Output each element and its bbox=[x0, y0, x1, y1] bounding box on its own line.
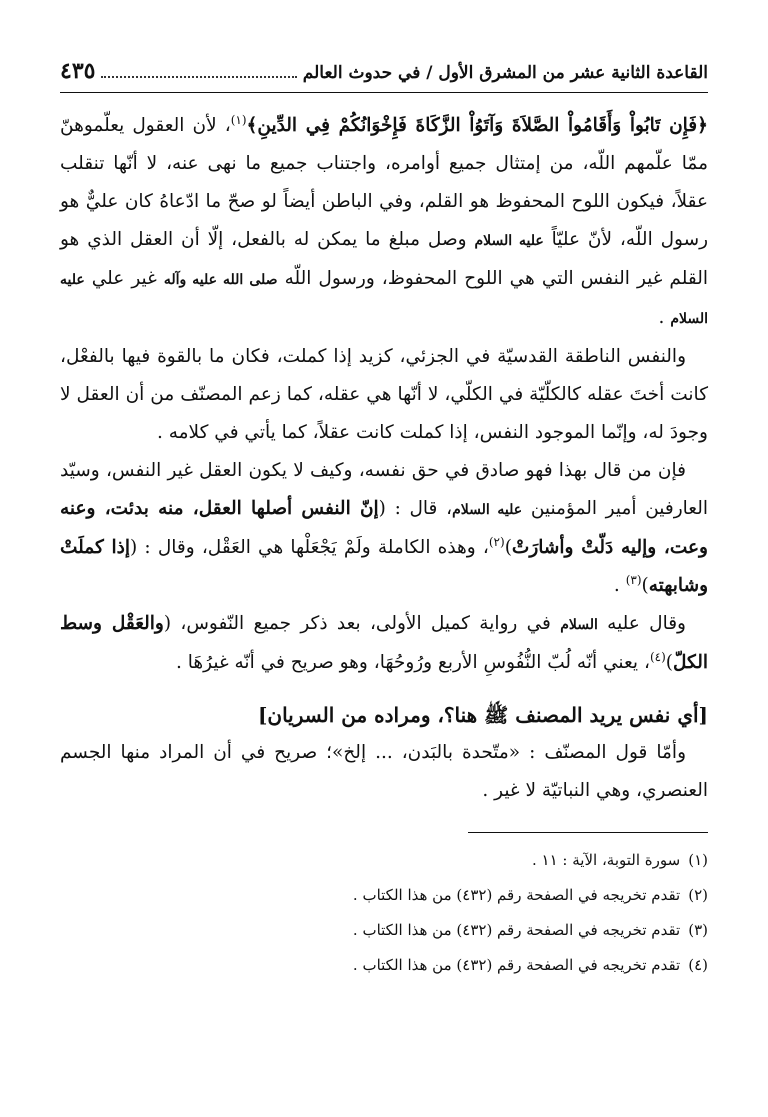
footnote-item bbox=[60, 878, 708, 913]
paragraph-3-text-4: . bbox=[613, 575, 620, 596]
section-heading: [أي نفس يريد المصنف ﷺ هنا؟، ومراده من السريان] bbox=[257, 703, 708, 727]
hadith-quote-3: والعَقْل وسط الكلّ bbox=[60, 613, 708, 673]
paragraph-2-text: والنفس الناطقة القدسيّة في الجزئي، كزيد إذا كملت، فكان ما بالقوة فيها بالفعْل، كانت أختَ عقله كالكلّيّة في الكلّي، لا أنّها هي عقله، كما زعم المصنّف من أن العقل لا وجودَ له، وإنّما الموجود النفس، إذا كملت كانت عقلاً، كما يأتي في كلامه . bbox=[60, 346, 708, 443]
page-number: ٤٣٥ bbox=[60, 58, 96, 84]
footnote-text: تقدم تخريجه في الصفحة رقم (٤٣٢) من هذا الكتاب . bbox=[352, 956, 681, 974]
footnotes bbox=[60, 843, 708, 983]
paragraph-3-text-3: ، وهذه الكاملة ولَمْ يَجْعَلْها هي العَقْل، وقال : ( bbox=[130, 537, 489, 558]
footnote-number: (٢) bbox=[688, 886, 708, 904]
paragraph-5 bbox=[60, 734, 708, 810]
paragraph-1-text-4: . bbox=[658, 307, 665, 328]
header-title: القاعدة الثانية عشر من المشرق الأول / في حدوث العالم bbox=[302, 63, 708, 83]
paragraph-4-text-3: ، يعني أنّه لُبّ النُّفُوسِ الأربع ورُوحُهَا، وهو صريح في أنّه غيرُهَا . bbox=[176, 652, 650, 673]
paragraph-1-text-3: غير علي bbox=[91, 268, 157, 289]
paragraph-3-text-2: ، قال : ( bbox=[378, 498, 453, 519]
footnote-number: (٤) bbox=[688, 956, 708, 974]
paragraph-1-text-2: وصل مبلغ ما يمكن له بالفعل، إلّا أن العقل الذي هو القلم غير النفس التي هي اللوح المحفوظ، ورسول اللّه bbox=[60, 229, 709, 289]
paragraph-1-text: ، لأن العقول يعلّموهنّ ممّا علّمهم اللّه، من إمتثال جميع أوامره، واجتناب جميع ما نهى عنه، لا أنّها تنقلب عقلاً، فيكون اللوح المحفوظ هو القلم، وفي الباطن أيضاً لو صحّ ما ادّعاهُ كان عليٌّ هو رسول اللّه، لأنّ عليّاً bbox=[60, 115, 709, 250]
paragraph-2 bbox=[60, 338, 708, 452]
footnote-text: سورة التوبة، الآية : ١١ . bbox=[531, 851, 681, 869]
header-dot-leader bbox=[101, 75, 296, 78]
salutation-mark: السلام bbox=[560, 617, 598, 633]
paragraph-4: وقال عليه السلام في رواية كميل الأولى، بعد ذكر جميع النّفوس، (والعَقْل وسط الكلّ)$^{(٤)}$، يعني أنّه لُبّ النُّفُوسِ الأربع ورُوحُهَا، وهو صريح في أنّه غيرُهَا . bbox=[60, 613, 708, 673]
salutation-mark: عليه السلام bbox=[452, 502, 523, 518]
salutation-mark: عليه السلام bbox=[60, 272, 708, 327]
hadith-quote-2: إذا كملَتْ وشابهته bbox=[60, 537, 708, 596]
footnote-item bbox=[60, 948, 708, 983]
hadith-quote-1: إنّ النفس أصلها العقل، منه بدئت، وعنه وعت، وإليه دَلّتْ وأشارَتْ bbox=[60, 498, 708, 558]
paragraph-5-text: وأمّا قول المصنّف : «متّحدة بالبَدن، ... إلخ»؛ صريح في أن المراد منها الجسم العنصري، وهي النباتيّة لا غير . bbox=[60, 742, 708, 801]
footnote-ref-3: (٣) bbox=[625, 572, 642, 587]
paragraph-3-text-1: فإن من قال بهذا فهو صادق في حق نفسه، وكيف لا يكون العقل غير النفس، وسيّد العارفين أمير المؤمنين bbox=[60, 460, 708, 519]
salutation-mark: عليه السلام bbox=[474, 233, 544, 249]
footnote-ref-2: (٢) bbox=[488, 534, 505, 549]
footnote-number: (١) bbox=[688, 851, 708, 869]
main-text bbox=[60, 107, 708, 810]
footnote-divider bbox=[468, 832, 708, 833]
footnote-text: تقدم تخريجه في الصفحة رقم (٤٣٢) من هذا الكتاب . bbox=[352, 886, 681, 904]
paragraph-4-text-2: في رواية كميل الأولى، بعد ذكر جميع النّفوس، ( bbox=[163, 613, 551, 634]
footnote-item bbox=[60, 913, 708, 948]
running-header bbox=[60, 58, 708, 93]
salutation-mark: صلى الله عليه وآله bbox=[163, 272, 278, 288]
paragraph-3: فإن من قال بهذا فهو صادق في حق نفسه، وكيف لا يكون العقل غير النفس، وسيّد العارفين أمير المؤمنين عليه السلام، قال : (إنّ النفس أصلها العقل، منه بدئت، وعنه وعت، وإليه دَلّتْ وأشارَتْ)$^{(٢)}$، وهذه الكاملة ولَمْ يَجْعَلْها هي العَقْل، وقال : (إذا كملَتْ وشابهته)$^{(٣)}$ . bbox=[60, 460, 708, 596]
paragraph-1 bbox=[60, 107, 708, 338]
footnote-item bbox=[60, 843, 708, 878]
footnote-ref-1: (١) bbox=[230, 112, 247, 127]
footnote-ref-4: (٤) bbox=[649, 649, 666, 664]
footnote-text: تقدم تخريجه في الصفحة رقم (٤٣٢) من هذا الكتاب . bbox=[352, 921, 681, 939]
footnote-number: (٣) bbox=[688, 921, 708, 939]
book-page bbox=[60, 58, 708, 983]
paragraph-4-text-1: وقال عليه bbox=[607, 613, 686, 634]
quran-verse: ﴿فَإِن تَابُواْ وَأَقَامُواْ الصَّلاَةَ وَآتَوُاْ الزَّكَاةَ فَإِخْوَانُكُمْ فِي الدِّينِ﴾ bbox=[246, 115, 708, 136]
